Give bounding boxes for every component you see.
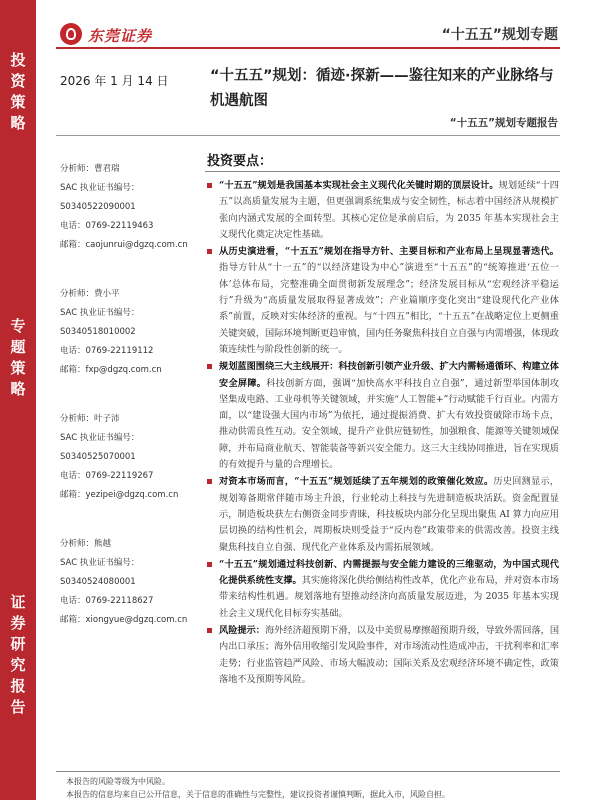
analyst-email: 邮箱：fxp@dgzq.com.cn	[60, 365, 162, 375]
analyst-email: 邮箱：caojunrui@dgzq.com.cn	[60, 240, 188, 250]
key-point	[207, 557, 559, 622]
key-point-heading: 规划蓝图围绕三大主线展开：科技创新引领产业升级、扩大内需畅通循环、构建立体安全屏障。	[219, 361, 559, 389]
square-bullet-icon	[207, 183, 212, 188]
key-point-heading: 从历史演进看，“十五五”规划在指导方针、主要目标和产业布局上呈现显著迭代。	[219, 246, 559, 258]
key-point	[207, 474, 559, 555]
square-bullet-icon	[207, 479, 212, 484]
analyst-name: 分析师：曹君瑞	[60, 164, 120, 174]
sidebar-label-investment-strategy: 投 资 策 略	[10, 51, 26, 132]
title-divider	[56, 135, 560, 136]
key-point	[207, 244, 559, 358]
analyst-phone: 电话：0769-22118627	[60, 596, 154, 606]
analyst-card	[60, 535, 200, 630]
key-point-body: 历史回测显示，规划筹备期常伴随市场主升浪，行业轮动上科技与先进制造板块活跃。资金配置显示，制造板块获左右侧资金同步青睐，科技板块内部分化呈现出聚焦 AI 算力向应用层切换的结构性机会，周期板块则受益于“反内卷”政策带来的供需改善。投资主线聚焦科技自立自强、现代化产业体系及内需拓展领域。	[219, 476, 559, 553]
key-point	[207, 623, 559, 688]
square-bullet-icon	[207, 628, 212, 633]
footer-divider	[56, 771, 560, 772]
report-type: “十五五”规划专题报告	[449, 117, 558, 129]
key-points-title: 投资要点：	[207, 154, 273, 169]
analyst-phone: 电话：0769-22119463	[60, 221, 154, 231]
footer-info-source: 本报告的信息均来自已公开信息，关于信息的准确性与完整性，建议投资者谨慎判断，据此入市，风险自担。	[66, 790, 450, 799]
key-point-body: 其实施将深化供给侧结构性改革，优化产业布局，并对资本市场带来结构性机遇。规划落地有望推动经济向高质量发展迈进，为 2035 年基本实现社会主义现代化目标夯实基础。	[219, 575, 559, 619]
key-point-heading: “十五五”规划通过科技创新、内需提振与安全能力建设的三维驱动，为中国式现代化提供系统性支撑。	[219, 558, 559, 587]
analyst-sac-label: SAC 执业证书编号：	[60, 308, 140, 318]
analyst-sac-label: SAC 执业证书编号：	[60, 183, 140, 193]
key-point-heading: 对资本市场而言，“十五五”规划延续了五年规划的政策催化效应。	[219, 476, 494, 488]
key-point-heading: “十五五”规划是我国基本实现社会主义现代化关键时期的顶层设计。	[219, 180, 499, 191]
analyst-sac-label: SAC 执业证书编号：	[60, 558, 140, 568]
key-point	[207, 178, 559, 243]
analyst-card	[60, 160, 200, 255]
logo-emblem-icon	[60, 23, 82, 45]
analyst-name: 分析师：熊越	[60, 539, 112, 549]
report-date: 2026 年 1 月 14 日	[60, 74, 169, 88]
key-point	[207, 359, 559, 473]
header-title: “十五五”规划专题	[441, 27, 558, 43]
key-point-body: 规划延续“十四五”以高质量发展为主题，但更强调系统集成与安全韧性，标志着中国经济从规模扩张向内涵式发展的全面转型。其核心定位是承前启后，为 2035 年基本实现社会主义现代化奠定决定性基础。	[219, 180, 559, 240]
analyst-card	[60, 410, 200, 505]
square-bullet-icon	[207, 562, 212, 567]
sidebar-label-research-report: 证 券 研 究 报 告	[10, 593, 26, 716]
key-point-body: 指导方针从“十一五”的“以经济建设为中心”演进至“十五五”的“统筹推进‘五位一体’总体布局，完整准确全面贯彻新发展理念”；经济发展目标从“宏观经济平稳运行”升级为“高质量发展取得显著成效”；产业篇顺序变化突出“建设现代化产业体系”前置，反映对实体经济的重视。与“十四五”相比，“十五五”在战略定位上更侧重关键突破，国际环境判断更趋审慎，国内任务聚焦科技自立自强与内需增强，体现政策连续性与阶段性创新的统一。	[219, 262, 559, 355]
key-point-heading: 风险提示：	[219, 625, 265, 637]
analyst-name: 分析师：费小平	[60, 289, 120, 299]
footer-disclaimer	[66, 775, 450, 801]
key-points-list	[207, 178, 559, 689]
square-bullet-icon	[207, 364, 212, 369]
analyst-email: 邮箱：xiongyue@dgzq.com.cn	[60, 615, 188, 625]
key-point-body: 科技创新方面，强调“加快高水平科技自立自强”，通过新型举国体制攻坚集成电路、工业母机等关键领域，并实施“人工智能+”行动赋能千行百业。内需方面，以“建设强大国内市场”为依托，通过提振消费、扩大有效投资破除市场卡点，推动供需良性互动。安全领域，提升产业供应链韧性，加强粮食、能源等关键领域保障，并布局商业航天、智能装备等新兴安全能力。这三大主线协同推进，旨在实现质的有效提升与量的合理增长。	[219, 377, 559, 471]
footer-risk-level: 本报告的风险等级为中风险。	[66, 777, 170, 786]
analyst-email: 邮箱：yezipei@dgzq.com.cn	[60, 490, 179, 500]
company-logo	[60, 20, 170, 50]
analyst-phone: 电话：0769-22119267	[60, 471, 154, 481]
key-point-body: 海外经济超预期下滑，以及中美贸易摩擦超预期升级，导致外需回落，国内出口承压；海外信用收缩引发风险事件，对市场流动性造成冲击，干扰利率和汇率走势；行业监管趋严风险、市场大幅波动；国际关系及宏观经济环境不确定性，政策落地不及预期等风险。	[219, 625, 560, 685]
analyst-list	[60, 160, 200, 660]
analyst-sac-label: SAC 执业证书编号：	[60, 433, 140, 443]
report-title: “十五五”规划：循迹·探新——鉴往知来的产业脉络与机遇航图	[210, 68, 554, 109]
logo-text: 东莞证券	[88, 27, 153, 45]
analyst-name: 分析师：叶子沛	[60, 414, 120, 424]
header-divider	[56, 47, 560, 49]
sidebar-label-special-strategy: 专 题 策 略	[10, 317, 26, 398]
analyst-sac: S0340518010002	[60, 327, 136, 337]
key-points-divider	[205, 171, 560, 172]
analyst-sac: S0340522090001	[60, 202, 136, 212]
square-bullet-icon	[207, 249, 212, 254]
left-sidebar	[0, 0, 36, 800]
analyst-phone: 电话：0769-22119112	[60, 346, 154, 356]
analyst-sac: S0340525070001	[60, 452, 136, 462]
analyst-sac: S0340524080001	[60, 577, 136, 587]
analyst-card	[60, 285, 200, 380]
